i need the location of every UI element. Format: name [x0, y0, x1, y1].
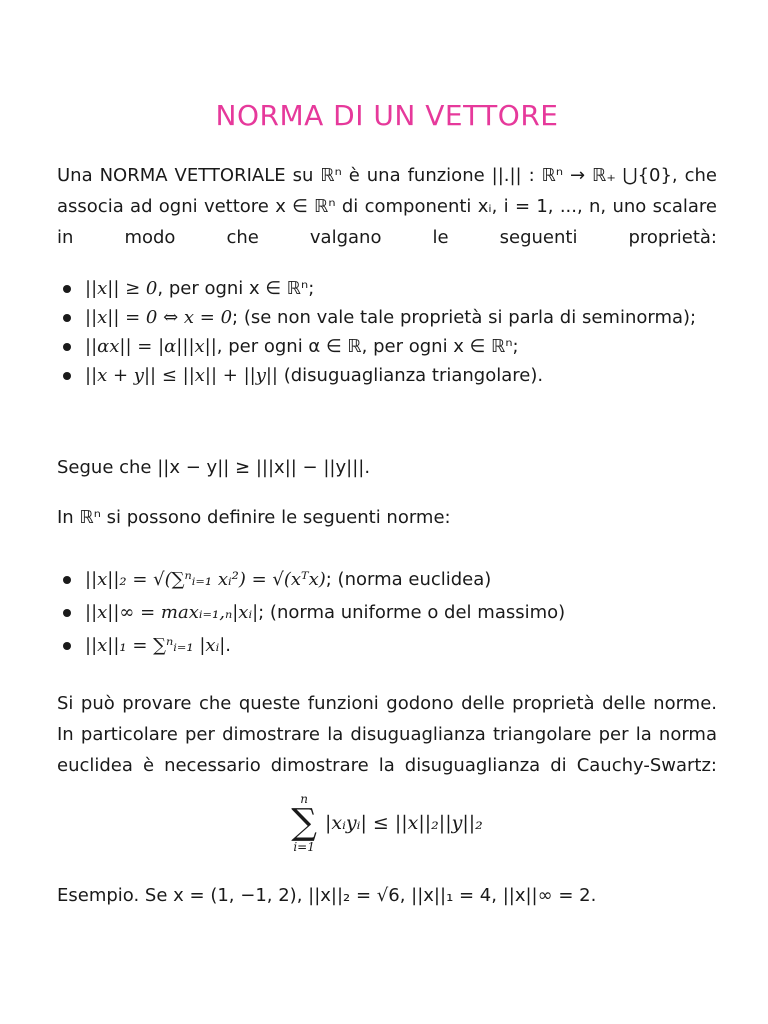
norm-formula: ||x||₁ = ∑ⁿᵢ₌₁ |xᵢ| — [85, 635, 226, 656]
sum-lower-limit: i=1 — [293, 840, 315, 854]
page-title: NORMA DI UN VETTORE — [215, 98, 559, 132]
list-item — [57, 629, 717, 662]
bullet-icon — [63, 642, 71, 650]
norm-formula: ||x||∞ = maxᵢ₌₁,ₙ|xᵢ| — [85, 602, 259, 623]
bullet-icon — [63, 372, 71, 380]
bullet-icon — [63, 609, 71, 617]
norm-text: ; (norma euclidea) — [325, 569, 492, 590]
property-formula: ||x + y|| ≤ ||x|| + ||y|| — [85, 365, 278, 386]
list-item — [57, 596, 717, 629]
norm-text: ; (norma uniforme o del massimo) — [258, 602, 566, 623]
property-formula: ||x|| = 0 ⇔ x = 0 — [85, 307, 233, 328]
norms-list — [57, 563, 717, 662]
example-line: Esempio. Se x = (1, −1, 2), ||x||₂ = √6, ||x||₁ = 4, ||x||∞ = 2. — [57, 885, 597, 906]
property-text: , per ogni x ∈ ℝⁿ; — [157, 278, 315, 299]
intro-paragraph: Una NORMA VETTORIALE su ℝⁿ è una funzione ||.|| : ℝⁿ → ℝ₊ ⋃{0}, che associa ad ogni vettore x ∈ ℝⁿ di componenti xᵢ, i = 1, ..., n, uno scalare in modo che valgano le seguenti proprietà: — [57, 165, 717, 248]
property-text: (disuguaglianza triangolare). — [278, 365, 544, 386]
bullet-icon — [63, 576, 71, 584]
consequence-line: Segue che ||x − y|| ≥ |||x|| − ||y|||. — [57, 457, 371, 478]
remark-paragraph: Si può provare che queste funzioni godono delle proprietà delle norme. In particolare per dimostrare la disuguaglianza triangolare per la norma euclidea è necessario dimostrare la disuguaglianza di Cauchy-Swartz: — [57, 693, 717, 776]
properties-list — [57, 274, 717, 390]
bullet-icon — [63, 314, 71, 322]
list-item — [57, 274, 717, 303]
list-item — [57, 332, 717, 361]
property-text: ; (se non vale tale proprietà si parla di seminorma); — [232, 307, 697, 328]
list-item — [57, 361, 717, 390]
property-formula: ||αx|| = |α|||x|| — [85, 336, 217, 357]
property-text: , per ogni α ∈ ℝ, per ogni x ∈ ℝⁿ; — [216, 336, 519, 357]
document-page — [57, 0, 717, 1024]
property-formula: ||x|| ≥ 0 — [85, 278, 158, 299]
sigma-symbol: ∑ — [291, 802, 317, 843]
norms-intro: In ℝⁿ si possono definire le seguenti norme: — [57, 507, 451, 528]
sum-upper-limit: n — [300, 792, 308, 806]
norm-text: . — [225, 635, 231, 656]
bullet-icon — [63, 343, 71, 351]
summation — [291, 793, 317, 853]
inequality-expression: |xᵢyᵢ| ≤ ||x||₂||y||₂ — [324, 812, 483, 834]
list-item — [57, 303, 717, 332]
norm-formula: ||x||₂ = √(∑ⁿᵢ₌₁ xᵢ²) = √(xᵀx) — [85, 569, 326, 590]
bullet-icon — [63, 285, 71, 293]
cauchy-schwarz-inequality — [57, 788, 717, 858]
list-item — [57, 563, 717, 596]
